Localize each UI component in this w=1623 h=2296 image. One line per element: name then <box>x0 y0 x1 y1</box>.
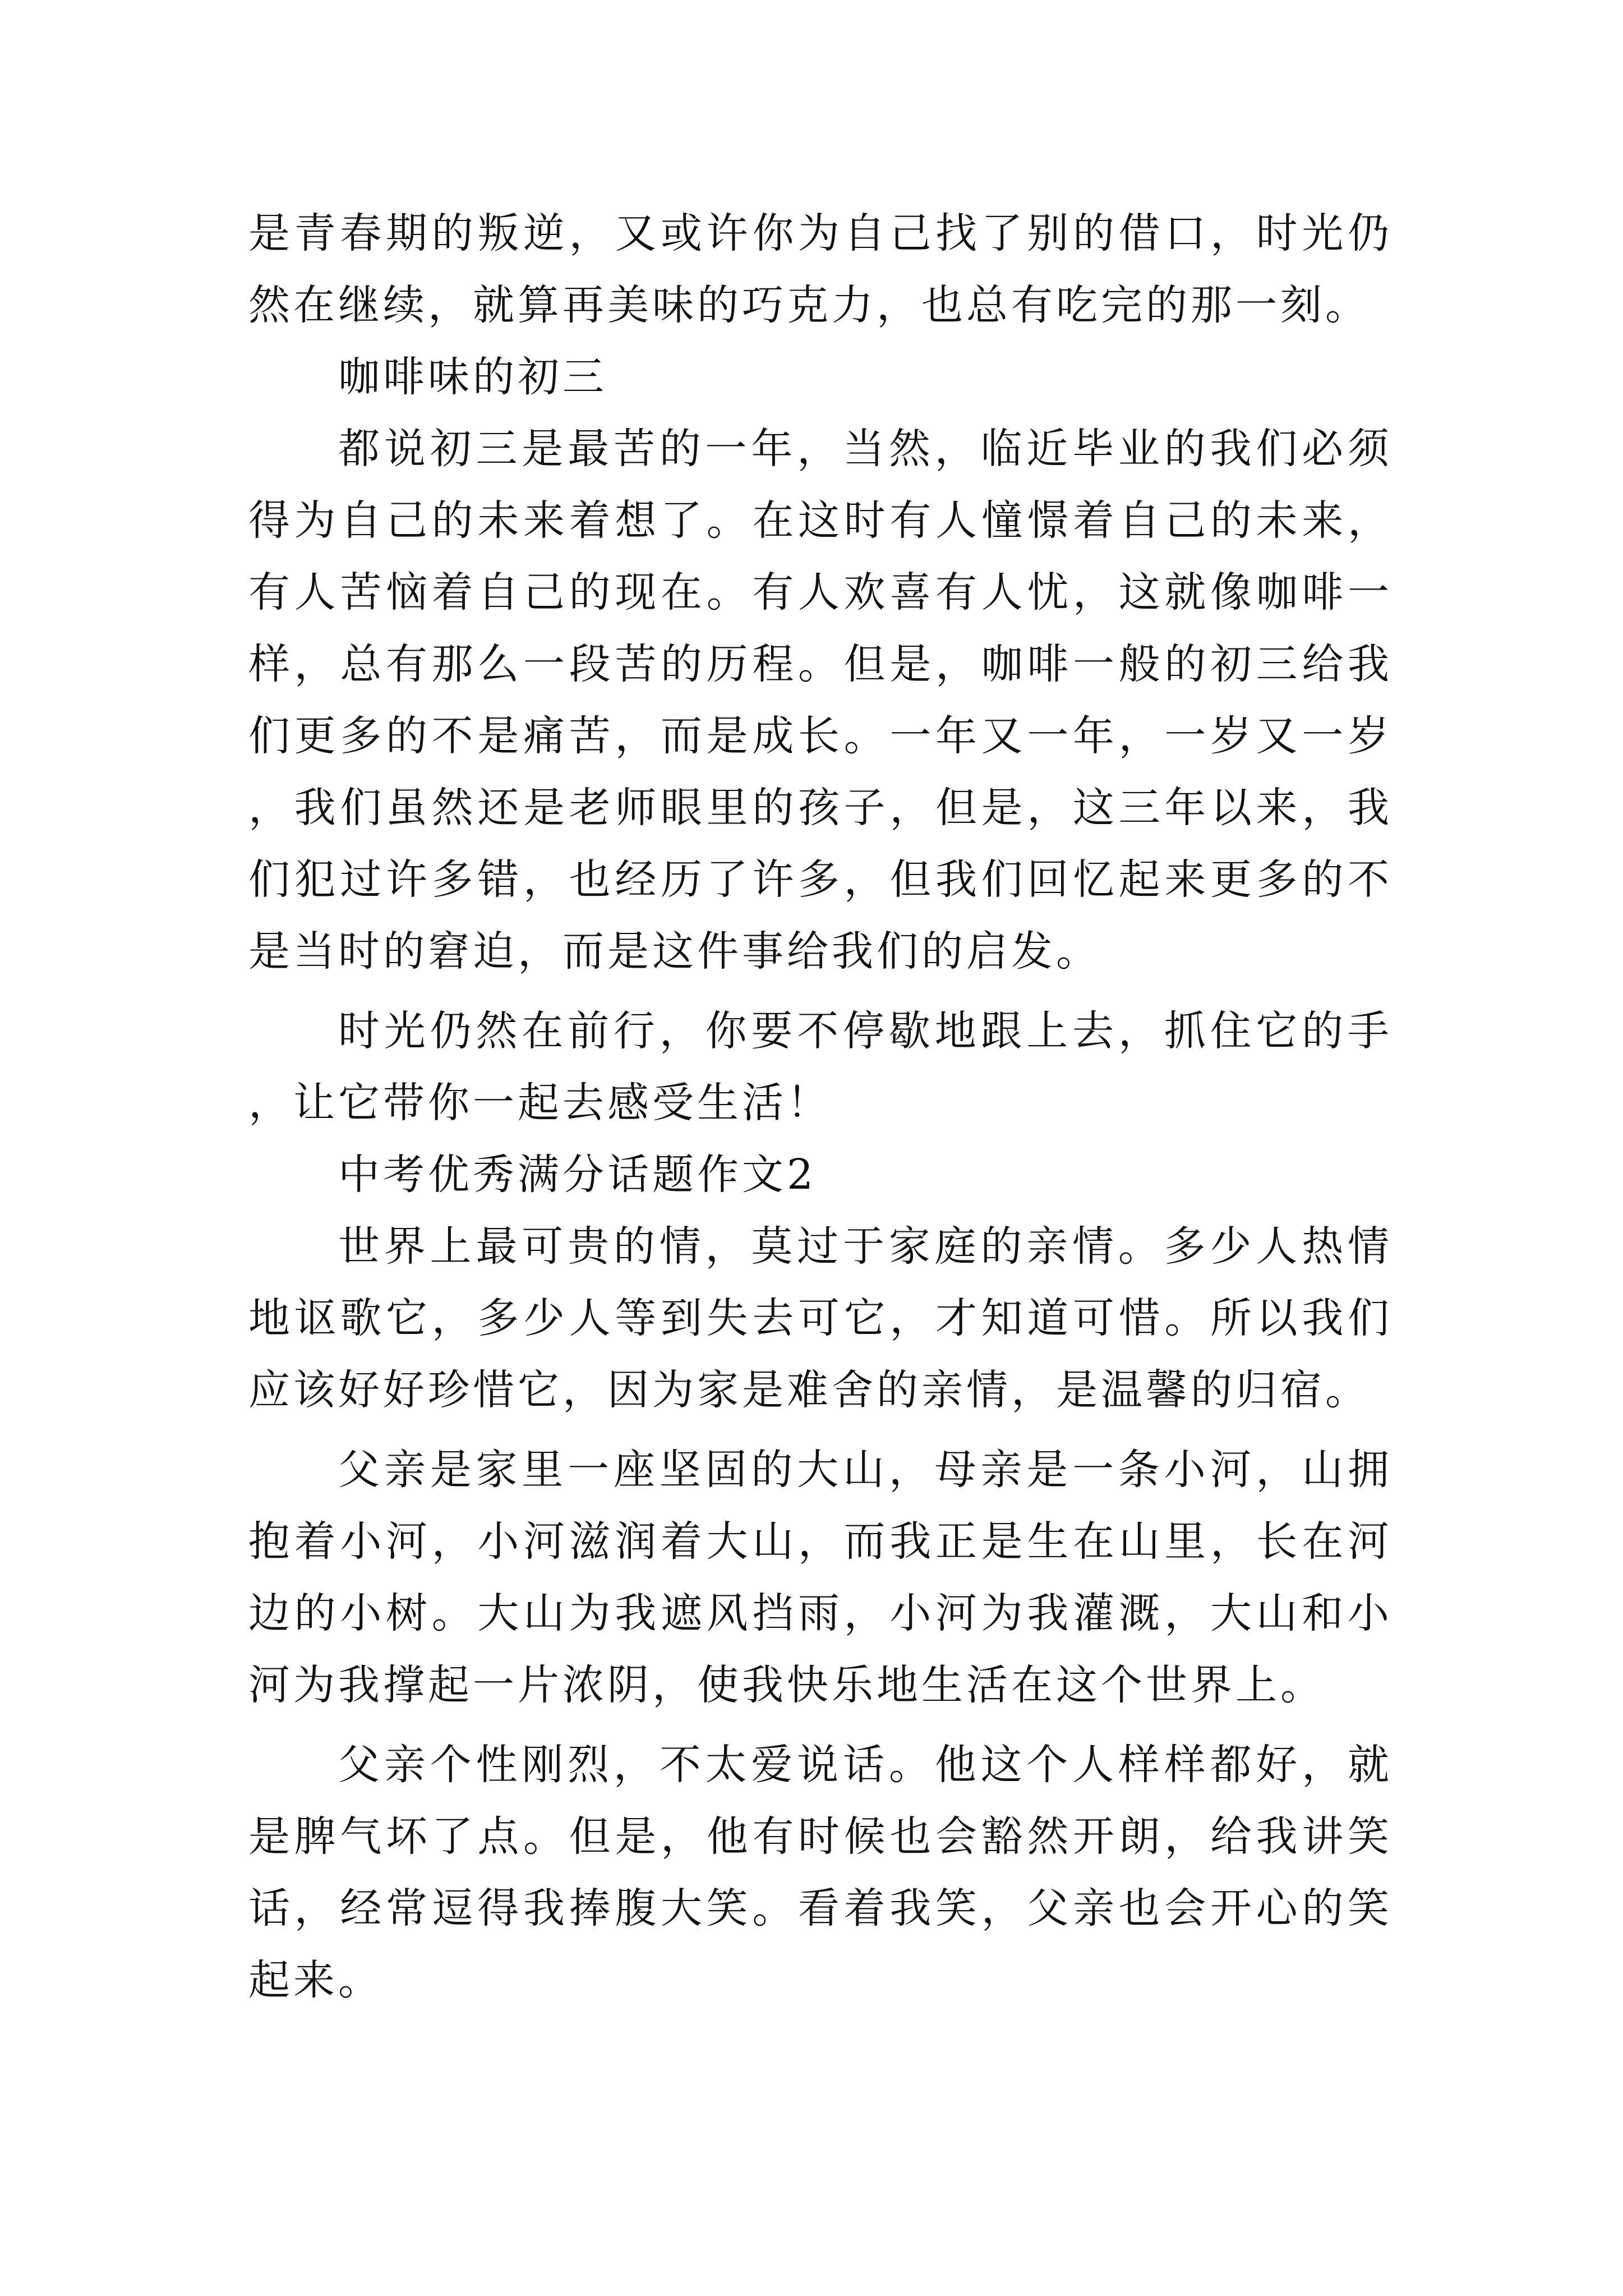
section-heading-coffee: 咖啡味的初三 <box>338 353 607 401</box>
section-heading-essay-2: 中考优秀满分话题作文2 <box>338 1151 817 1199</box>
paragraph-continuation: 是青春期的叛逆，又或许你为自己找了别的借口，时光仍然在继续，就算再美味的巧克力，也总有吃完的那一刻。 <box>248 209 1393 329</box>
paragraph-body: 时光仍然在前行，你要不停歇地跟上去，抓住它的手，让它带你一起去感受生活！ <box>248 1007 1393 1127</box>
paragraph-spacer <box>248 987 1393 995</box>
paragraph-body: 世界上最可贵的情，莫过于家庭的亲情。多少人热情地讴歌它，多少人等到失去可它，才知道可惜。所以我们应该好好珍惜它，因为家是难舍的亲情，是温馨的归宿。 <box>248 1222 1393 1414</box>
paragraph-spacer <box>248 1426 1393 1434</box>
paragraph-body: 都说初三是最苦的一年，当然，临近毕业的我们必须得为自己的未来着想了。在这时有人憧憬着自己的未来，有人苦恼着自己的现在。有人欢喜有人忧，这就像咖啡一样，总有那么一段苦的历程。但是，咖啡一般的初三给我们更多的不是痛苦，而是成长。一年又一年，一岁又一岁，我们虽然还是老师眼里的孩子，但是，这三年以来，我们犯过许多错，也经历了许多，但我们回忆起来更多的不是当时的窘迫，而是这件事给我们的启发。 <box>248 425 1393 976</box>
paragraph-spacer <box>248 1721 1393 1729</box>
document-body <box>248 197 1393 2016</box>
paragraph-body: 父亲是家里一座坚固的大山，母亲是一条小河，山拥抱着小河，小河滋润着大山，而我正是生在山里，长在河边的小树。大山为我遮风挡雨，小河为我灌溉，大山和小河为我撑起一片浓阴，使我快乐地生活在这个世界上。 <box>248 1446 1393 1709</box>
paragraph-body: 父亲个性刚烈，不太爱说话。他这个人样样都好，就是脾气坏了点。但是，他有时候也会豁然开朗，给我讲笑话，经常逗得我捧腹大笑。看着我笑，父亲也会开心的笑起来。 <box>248 1741 1393 2004</box>
